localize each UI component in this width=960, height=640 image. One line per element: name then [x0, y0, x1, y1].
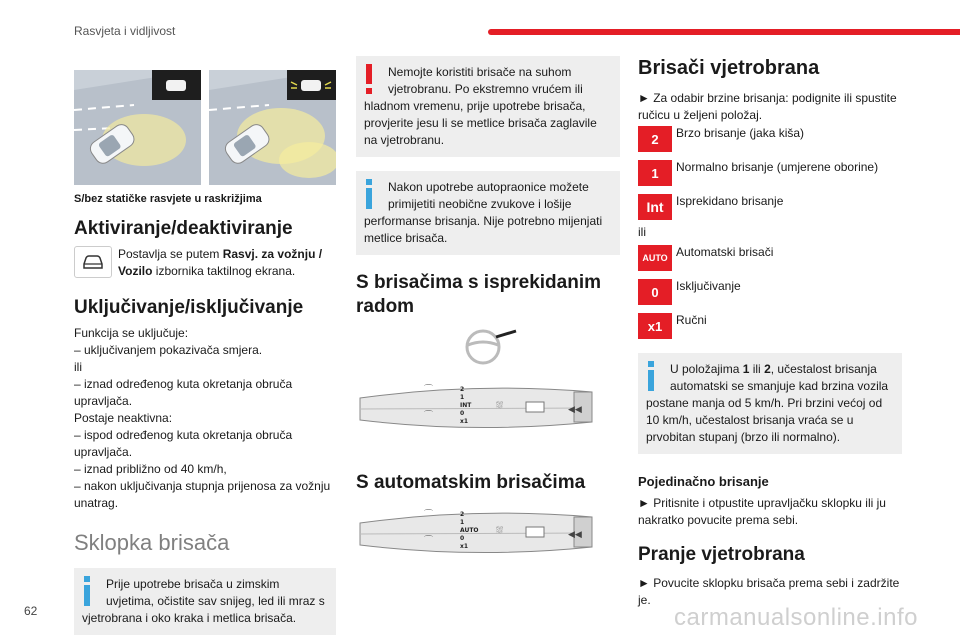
wiper-switch-heading: Sklopka brisača	[74, 530, 230, 555]
on-off-line: – nakon uključivanja stupnja prijenosa za vožnju unatrag.	[74, 479, 331, 510]
stalk-label: 2	[460, 386, 465, 393]
on-off-line: – uključivanjem pokazivača smjera.	[74, 343, 263, 357]
activate-heading: Aktiviranje/deaktiviranje	[74, 218, 293, 239]
stalk-label: 1	[460, 394, 465, 401]
svg-text:⌒: ⌒	[424, 385, 434, 395]
stalk-label: 0	[460, 410, 465, 417]
headlight-photos	[74, 70, 336, 185]
stalk-label: x1	[460, 418, 469, 425]
stalk-label: 2	[460, 511, 465, 518]
auto-stalk-diagram	[356, 503, 620, 568]
mode-label: Isprekidano brisanje	[676, 194, 784, 208]
stalk-label: 0	[460, 535, 465, 542]
mode-label: Automatski brisači	[676, 245, 774, 259]
mode-row	[638, 126, 902, 160]
speed-intro: ► Za odabir brzine brisanja: podignite ili spustite ručicu u željeni položaj.	[638, 91, 897, 122]
mode-label: Ručni	[676, 313, 707, 327]
svg-text:◀◀: ◀◀	[568, 530, 582, 540]
mode-row	[638, 279, 902, 313]
winter-info-note: Prije upotrebe brisača u zimskim uvjetima, očistite sav snijeg, led ili mraz s vjetrobrana i oko kraka i metlica brisača.	[74, 568, 336, 635]
on-off-line: Funkcija se uključuje:	[74, 326, 189, 340]
photo-caption: S/bez statičke rasvjete u raskrižjima	[74, 193, 262, 205]
on-off-line: – iznad određenog kuta okretanja obruča upravljača.	[74, 377, 293, 408]
dry-windscreen-warning: Nemojte koristiti brisače na suhom vjetrobranu. Po ekstremno vrućem ili hladnom vremenu, prije upotrebe brisača, provjerite jesu li se metlice brisača zaglavile na vjetrobranu.	[356, 56, 620, 157]
svg-text:◀◀: ◀◀	[568, 405, 582, 415]
svg-text:⌒: ⌒	[424, 510, 434, 520]
mode-row	[638, 313, 902, 347]
wiper-modes-1	[638, 126, 902, 228]
on-off-line: – iznad približno od 40 km/h,	[74, 462, 227, 476]
photo-with-cornering-light	[209, 70, 336, 185]
mode-row	[638, 194, 902, 228]
intermittent-heading: S brisačima s isprekidanim radom	[356, 272, 602, 317]
on-off-line: Postaje neaktivna:	[74, 411, 173, 425]
auto-wipers-heading: S automatskim brisačima	[356, 472, 586, 493]
windscreen-wipers-heading: Brisači vjetrobrana	[638, 57, 820, 79]
steering-wheel-icon	[356, 327, 620, 372]
warning-icon	[364, 64, 386, 98]
stalk-label: AUTO	[460, 527, 479, 534]
stalk-label: x1	[460, 543, 469, 550]
mode-badge-icon: 2	[638, 126, 672, 152]
wiper-modes-2	[638, 245, 902, 347]
svg-text:⌒: ⌒	[424, 536, 434, 546]
car-wash-info-note: Nakon upotrebe autopraonice možete primijetiti neobične zvukove i lošije performanse brisanja. Nije potrebno mijenjati metlice brisača.	[356, 171, 620, 255]
mode-label: Normalno brisanje (umjerene oborine)	[676, 160, 879, 174]
intermittent-stalk-diagram	[356, 378, 620, 443]
watermark: carmanualsonline.info	[674, 604, 918, 631]
mode-badge-icon: 0	[638, 279, 672, 305]
info-icon	[82, 576, 104, 610]
on-off-line: – ispod određenog kuta okretanja obruča upravljača.	[74, 428, 293, 459]
stalk-label: INT	[460, 402, 472, 409]
speed-info-note: U položajima 1 ili 2, učestalost brisanja automatski se smanjuje kad brzina vozila postane manja od 5 km/h. Pri brzini većoj od 10 km/h, učestalost brisanja vraća se u prvobitan stupanj (brzo ili normalno).	[638, 353, 902, 454]
on-off-line: ili	[74, 360, 82, 374]
activate-text: Postavlja se putem Rasvj. za vožnju / Vozilo izbornika taktilnog ekrana.	[118, 247, 323, 278]
header-accent-bar	[488, 29, 960, 35]
mode-label: Isključivanje	[676, 279, 741, 293]
on-off-lines	[74, 325, 336, 512]
mode-row	[638, 160, 902, 194]
mode-row	[638, 245, 902, 279]
page-number: 62	[24, 604, 38, 618]
or-text: ili	[638, 225, 646, 239]
single-wipe-heading: Pojedinačno brisanje	[638, 474, 769, 489]
photo-without-cornering-light	[74, 70, 201, 185]
windscreen-wash-heading: Pranje vjetrobrana	[638, 544, 805, 565]
column-3	[638, 56, 902, 609]
svg-text:⛆: ⛆	[496, 401, 504, 411]
on-off-heading: Uključivanje/isključivanje	[74, 297, 304, 318]
car-menu-icon	[74, 246, 112, 278]
svg-text:⛆: ⛆	[496, 526, 504, 536]
column-1	[74, 56, 336, 635]
stalk-label: 1	[460, 519, 465, 526]
single-wipe-text: ► Pritisnite i otpustite upravljačku sklopku ili ju nakratko povucite prema sebi.	[638, 496, 886, 527]
mode-badge-icon: x1	[638, 313, 672, 339]
info-icon	[364, 179, 386, 213]
mode-badge-icon: Int	[638, 194, 672, 220]
running-header: Rasvjeta i vidljivost	[74, 24, 176, 38]
svg-text:⌒: ⌒	[424, 411, 434, 421]
info-icon	[646, 361, 668, 395]
activate-row	[74, 246, 336, 280]
mode-label: Brzo brisanje (jaka kiša)	[676, 126, 805, 140]
column-2	[356, 56, 620, 568]
mode-badge-icon: AUTO	[638, 245, 672, 271]
mode-badge-icon: 1	[638, 160, 672, 186]
windscreen-wash-text: ► Povucite sklopku brisača prema sebi i zadržite je.	[638, 576, 900, 607]
